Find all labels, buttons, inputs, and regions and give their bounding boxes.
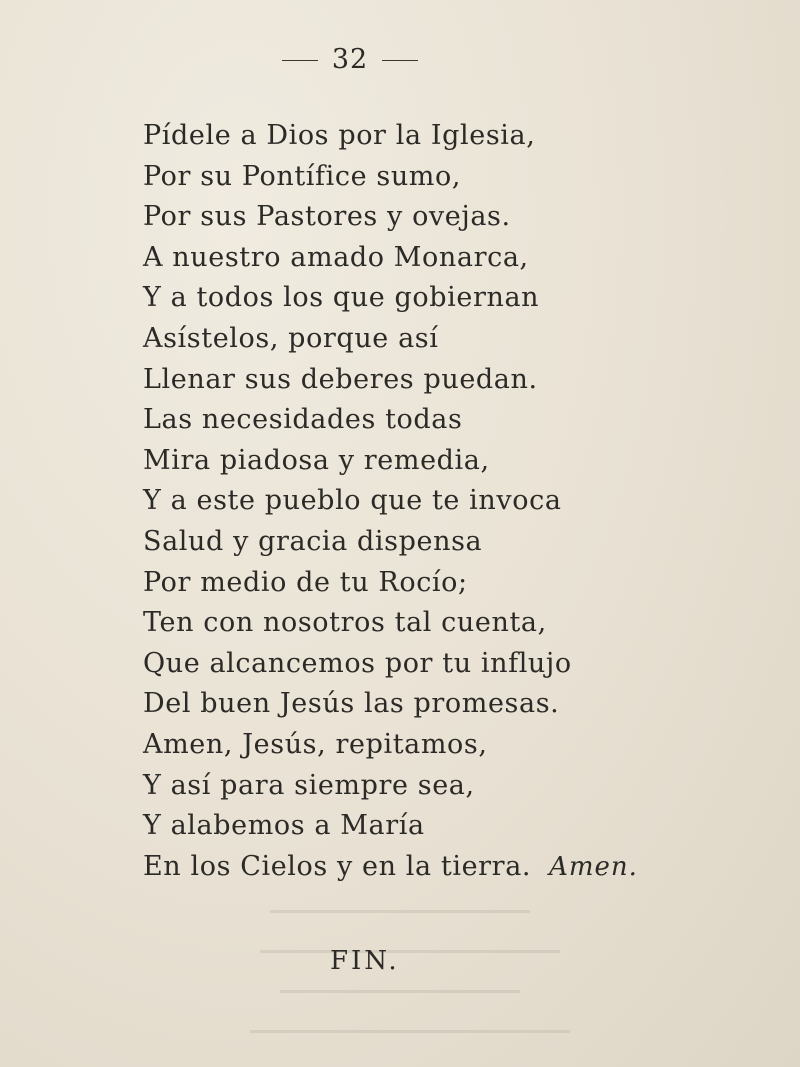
left-dash xyxy=(282,60,318,61)
show-through-texture xyxy=(250,880,670,1060)
verse-line-final xyxy=(143,847,638,888)
closing-amen: Amen. xyxy=(549,851,638,882)
bleed-lines xyxy=(250,880,670,1060)
verse-line: Pídele a Dios por la Iglesia, xyxy=(143,120,536,151)
verse-line: Amen, Jesús, repitamos, xyxy=(143,728,488,760)
verse-line: Y a todos los que gobiernan xyxy=(143,282,540,314)
verse-line: Mira piadosa y remedia, xyxy=(143,444,490,476)
verse-line: Por sus Pastores y ovejas. xyxy=(143,201,511,233)
verse-line: Asístelos, porque así xyxy=(143,322,439,354)
verse-line: Y alabemos a María xyxy=(143,810,425,842)
end-mark: FIN. xyxy=(330,946,400,976)
verse-line: A nuestro amado Monarca, xyxy=(143,241,529,273)
page-number: 32 xyxy=(331,44,369,75)
right-dash xyxy=(382,60,418,61)
verse-line: Salud y gracia dispensa xyxy=(143,525,483,557)
verse-line: Las necesidades todas xyxy=(143,404,463,436)
final-verse-text: En los Cielos y en la tierra. xyxy=(143,850,532,882)
verse-line: Y así para siempre sea, xyxy=(143,769,475,801)
verse-line: Que alcancemos por tu influjo xyxy=(143,647,572,679)
verse-line: Por medio de tu Rocío; xyxy=(143,566,468,598)
verse-line: Del buen Jesús las promesas. xyxy=(143,688,560,720)
verse-line: Llenar sus deberes puedan. xyxy=(143,363,538,395)
verse-line: Por su Pontífice sumo, xyxy=(143,160,462,192)
verse-line: Y a este pueblo que te invoca xyxy=(143,485,562,517)
verse-line: Ten con nosotros tal cuenta, xyxy=(143,607,547,639)
poem-verses xyxy=(143,116,638,887)
page-header xyxy=(0,44,700,75)
